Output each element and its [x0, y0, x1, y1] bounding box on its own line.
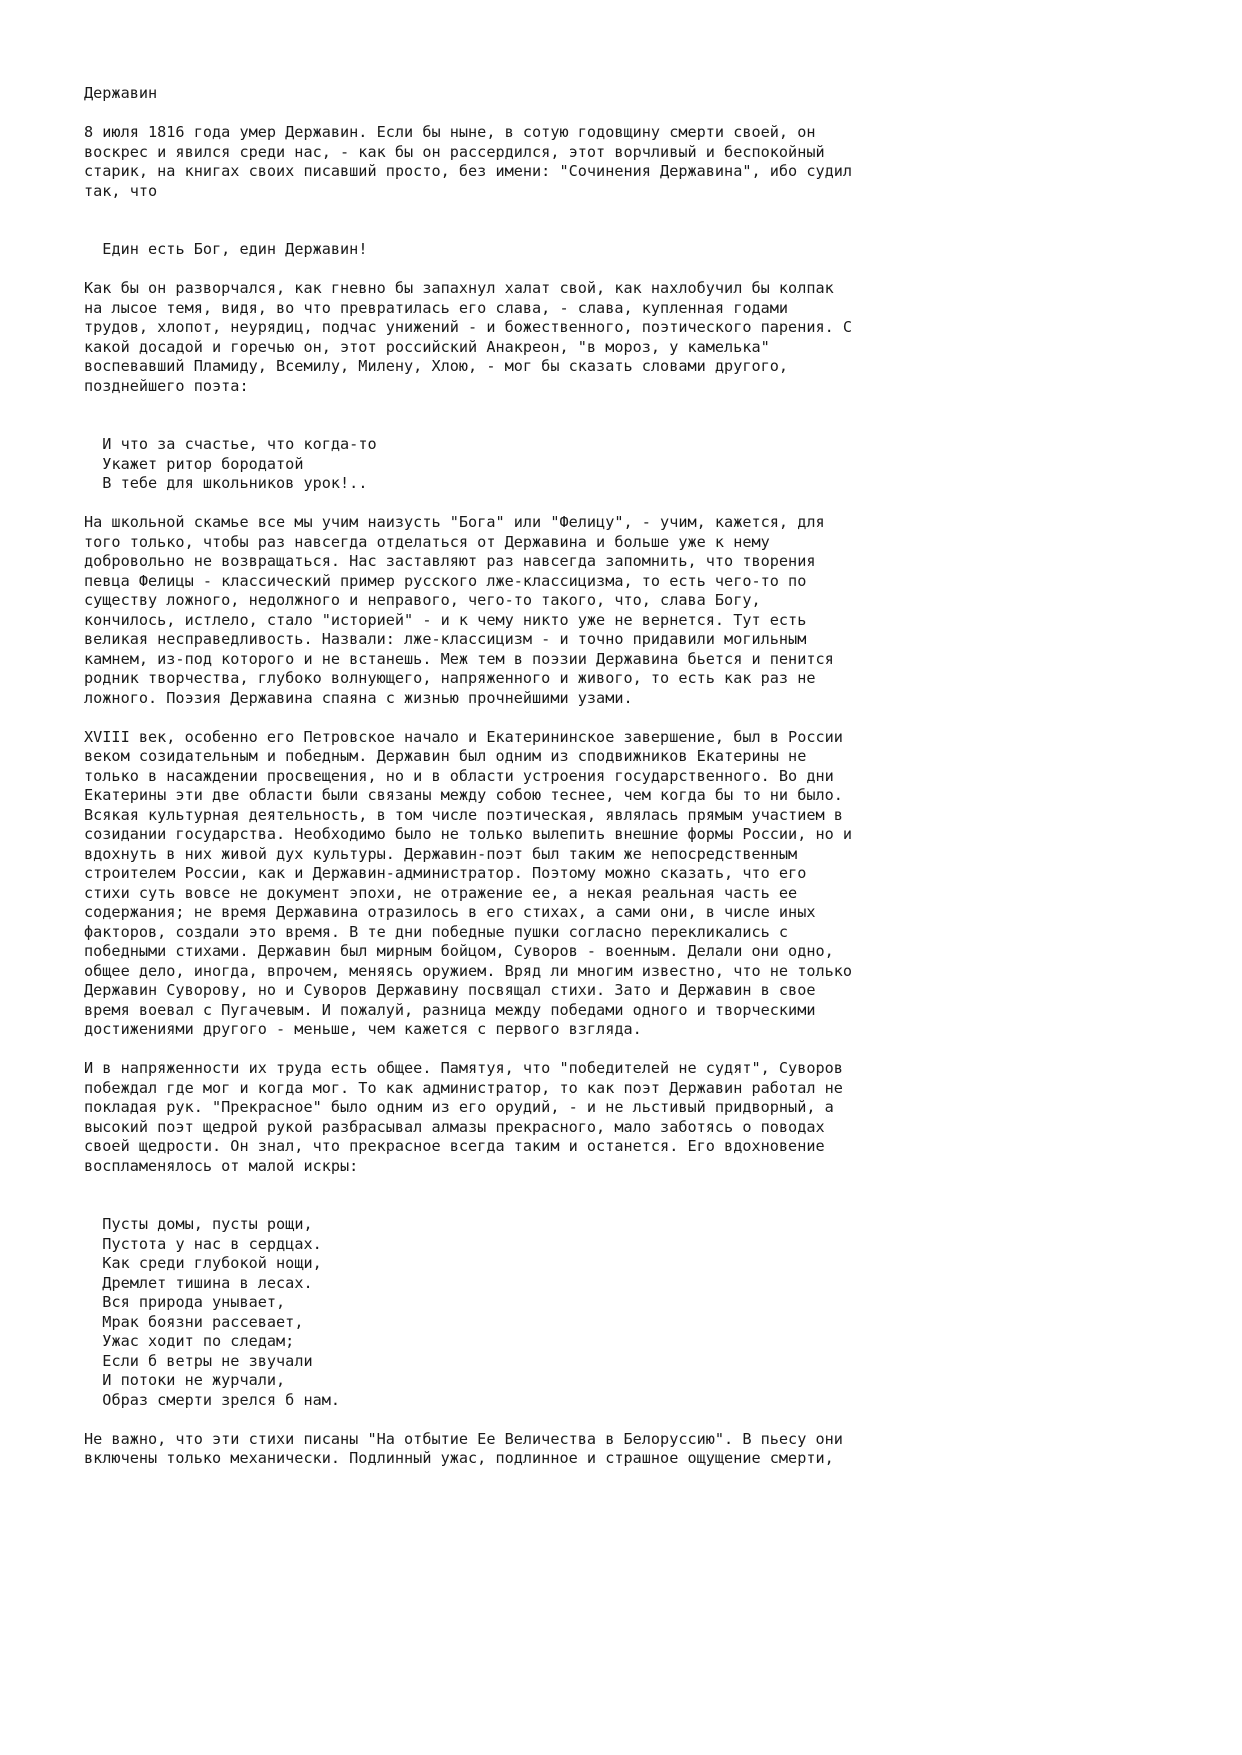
verse-quote-1: Един есть Бог, един Державин!	[84, 240, 368, 258]
paragraph-4: XVIII век, особенно его Петровское начало и Екатерининское завершение, был в России веком созидательным и победным. Державин был одним из сподвижников Екатерины не только в насаждении просвещения, но и в области устроения государственного. Во дни Екатерины эти две области были связаны между собою теснее, чем когда бы то ни было. Всякая культурная деятельность, в том числе поэтическая, являлась прямым участием в созидании государства. Необходимо было не только вылепить внешние формы России, но и вдохнуть в них живой дух культуры. Державин-поэт был таким же непосредственным строителем России, как и Державин-администратор. Поэтому можно сказать, что его стихи суть вовсе не документ эпохи, не отражение ее, а некая реальная часть ее содержания; не время Державина отразилось в его стихах, а сами они, в числе иных факторов, создали это время. В те дни победные пушки согласно перекликались с победными стихами. Державин был мирным бойцом, Суворов - военным. Делали они одно, общее дело, иногда, впрочем, меняясь оружием. Вряд ли многим известно, что не только Державин Суворову, но и Суворов Державину посвящал стихи. Зато и Державин в свое время воевал с Пугачевым. И пожалуй, разница между победами одного и творческими достижениями другого - меньше, чем кажется с первого взгляда.	[84, 727, 853, 1038]
spacer	[84, 1040, 1044, 1060]
spacer	[84, 201, 1044, 240]
document-page	[84, 84, 1044, 1469]
spacer	[84, 494, 1044, 514]
spacer	[84, 396, 1044, 435]
document-title: Державин	[84, 84, 158, 102]
paragraph-5: И в напряженности их труда есть общее. Памятуя, что "победителей не судят", Суворов побеждал где мог и когда мог. То как администратор, то как поэт Державин работал не покладая рук. "Прекрасное" было одним из его орудий, - и не льстивый придворный, а высокий поэт щедрой рукой разбрасывал алмазы прекрасного, мало заботясь о поводах своей щедрости. Он знал, что прекрасное всегда таким и останется. Его вдохновение воспламенялось от малой искры:	[84, 1059, 843, 1175]
spacer	[84, 104, 1044, 124]
spacer	[84, 708, 1044, 728]
verse-quote-2: И что за счастье, что когда-то Укажет ритор бородатой В тебе для школьников урок!..	[102, 435, 377, 492]
spacer	[84, 260, 1044, 280]
paragraph-2: Как бы он разворчался, как гневно бы запахнул халат свой, как нахлобучил бы колпак на лысое темя, видя, во что превратилась его слава, - слава, купленная годами трудов, хлопот, неурядиц, подчас унижений - и божественного, поэтического парения. С какой досадой и горечью он, этот российский Анакреон, "в мороз, у камелька" воспевавший Пламиду, Всемилу, Милену, Хлою, - мог бы сказать словами другого, позднейшего поэта:	[84, 279, 853, 395]
spacer	[84, 1176, 1044, 1215]
verse-quote-3: Пусты домы, пусты рощи, Пустота у нас в сердцах. Как среди глубокой нощи, Дремлет тишина в лесах. Вся природа унывает, Мрак боязни рассевает, Ужас ходит по следам; Если б ветры не звучали И потоки не журчали, Образ смерти зрелся б нам.	[102, 1215, 341, 1409]
paragraph-6: Не важно, что эти стихи писаны "На отбытие Ее Величества в Белоруссию". В пьесу они включены только механически. Подлинный ужас, подлинное и страшное ощущение смерти,	[84, 1429, 843, 1467]
paragraph-intro: 8 июля 1816 года умер Державин. Если бы ныне, в сотую годовщину смерти своей, он воскрес и явился среди нас, - как бы он рассердился, этот ворчливый и беспокойный старик, на книгах своих писавший просто, без имени: "Сочинения Державина", ибо судил так, что	[84, 123, 853, 200]
spacer	[84, 1410, 1044, 1430]
paragraph-3: На школьной скамье все мы учим наизусть "Бога" или "Фелицу", - учим, кажется, для того только, чтобы раз навсегда отделаться от Державина и больше уже к нему добровольно не возвращаться. Нас заставляют раз навсегда запомнить, что творения певца Фелицы - классический пример русского лже-классицизма, то есть чего-то по существу ложного, недолжного и неправого, чего-то такого, что, слава Богу, кончилось, истлело, стало "историей" - и к чему никто уже не вернется. Тут есть великая несправедливость. Назвали: лже-классицизм - и точно придавили могильным камнем, из-под которого и не встанешь. Меж тем в поэзии Державина бьется и пенится родник творчества, глубоко волнующего, напряженного и живого, то есть как раз не ложного. Поэзия Державина спаяна с жизнью прочнейшими узами.	[84, 513, 834, 707]
